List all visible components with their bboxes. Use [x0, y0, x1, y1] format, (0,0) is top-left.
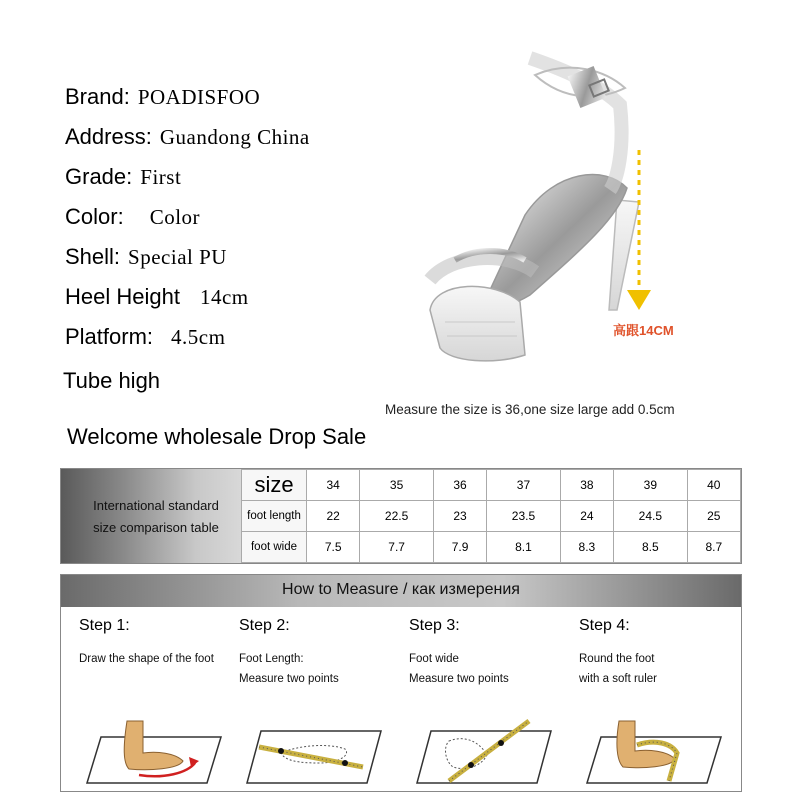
step-3	[409, 617, 574, 787]
step-line: Draw the shape of the foot	[79, 653, 214, 665]
size-cell: 37	[487, 470, 561, 501]
spec-value: Special PU	[128, 245, 227, 269]
spec-label: Brand:	[65, 84, 130, 109]
how-to-measure-panel	[60, 574, 742, 792]
size-grid	[241, 469, 741, 563]
measure-note: Measure the size is 36,one size large add 0.5cm	[385, 402, 675, 417]
spec-value: Guandong China	[159, 125, 310, 149]
spec-tube-high	[63, 368, 160, 394]
size-cell: 7.9	[433, 532, 486, 563]
spec-label: Platform:	[65, 324, 154, 349]
size-cell: 23	[433, 501, 486, 532]
step-line: Foot Length:	[239, 653, 304, 665]
size-cell: 22.5	[360, 501, 434, 532]
trace-foot-icon	[79, 717, 229, 787]
size-table-caption-panel	[61, 469, 241, 563]
spec-label: Heel Height	[65, 284, 180, 309]
foot-length-row	[242, 501, 741, 532]
size-cell: 8.3	[560, 532, 613, 563]
size-table-caption	[71, 495, 241, 539]
step-4	[579, 617, 744, 787]
spec-label: Grade:	[65, 164, 133, 189]
how-to-measure-title: How to Measure / как измерения	[282, 581, 520, 598]
size-cell: 8.7	[687, 532, 740, 563]
product-image	[355, 10, 775, 400]
spec-brand	[65, 84, 260, 110]
step-line: Measure two points	[409, 673, 509, 685]
size-cell: 34	[307, 470, 360, 501]
spec-platform	[65, 324, 225, 350]
spec-shell	[65, 244, 227, 270]
foot-wide-icon	[409, 717, 559, 787]
step-title: Step 4:	[579, 617, 630, 634]
size-cell: 39	[614, 470, 688, 501]
size-cell: 36	[433, 470, 486, 501]
soft-ruler-icon	[579, 717, 729, 787]
spec-value: POADISFOO	[137, 85, 261, 109]
step-line: Measure two points	[239, 673, 339, 685]
spec-value: 4.5cm	[171, 325, 226, 349]
size-cell: 24	[560, 501, 613, 532]
size-cell: 7.7	[360, 532, 434, 563]
sandal-illustration	[355, 10, 775, 400]
spec-grade	[65, 164, 181, 190]
step-title: Step 2:	[239, 617, 290, 634]
how-to-measure-header	[61, 575, 741, 607]
size-cell: 35	[360, 470, 434, 501]
size-cell: 40	[687, 470, 740, 501]
size-cell: 22	[307, 501, 360, 532]
spec-address	[65, 124, 310, 150]
step-description	[79, 649, 244, 669]
size-cell: 25	[687, 501, 740, 532]
size-table-caption-line: size comparison table	[93, 520, 219, 535]
size-table-caption-line: International standard	[93, 498, 219, 513]
step-1	[79, 617, 244, 787]
size-comparison-table	[60, 468, 742, 564]
size-cell: 38	[560, 470, 613, 501]
welcome-text: Welcome wholesale Drop Sale	[67, 424, 367, 449]
row-label: size	[242, 470, 307, 501]
spec-value: Color	[149, 205, 201, 229]
spec-label: Shell:	[65, 244, 121, 269]
foot-length-icon	[239, 717, 389, 787]
spec-value: First	[140, 165, 182, 189]
step-title: Step 3:	[409, 617, 460, 634]
step-2	[239, 617, 404, 787]
step-description	[579, 649, 744, 689]
size-row	[242, 470, 741, 501]
size-cell: 8.5	[614, 532, 688, 563]
spec-label: Tube high	[63, 368, 161, 393]
size-cell: 24.5	[614, 501, 688, 532]
spec-label: Color:	[65, 204, 124, 229]
size-cell: 7.5	[307, 532, 360, 563]
step-description	[239, 649, 404, 689]
size-cell: 8.1	[487, 532, 561, 563]
step-line: Foot wide	[409, 653, 459, 665]
size-cell: 23.5	[487, 501, 561, 532]
foot-wide-row	[242, 532, 741, 563]
heel-height-label: 高跟14CM	[613, 323, 674, 338]
spec-label: Address:	[65, 124, 152, 149]
row-label: foot length	[242, 501, 307, 532]
spec-color	[65, 204, 200, 230]
spec-heel-height	[65, 284, 249, 310]
spec-value: 14cm	[199, 285, 249, 309]
step-line: with a soft ruler	[579, 673, 657, 685]
step-title: Step 1:	[79, 617, 130, 634]
step-description	[409, 649, 574, 689]
row-label: foot wide	[242, 532, 307, 563]
step-line: Round the foot	[579, 653, 655, 665]
